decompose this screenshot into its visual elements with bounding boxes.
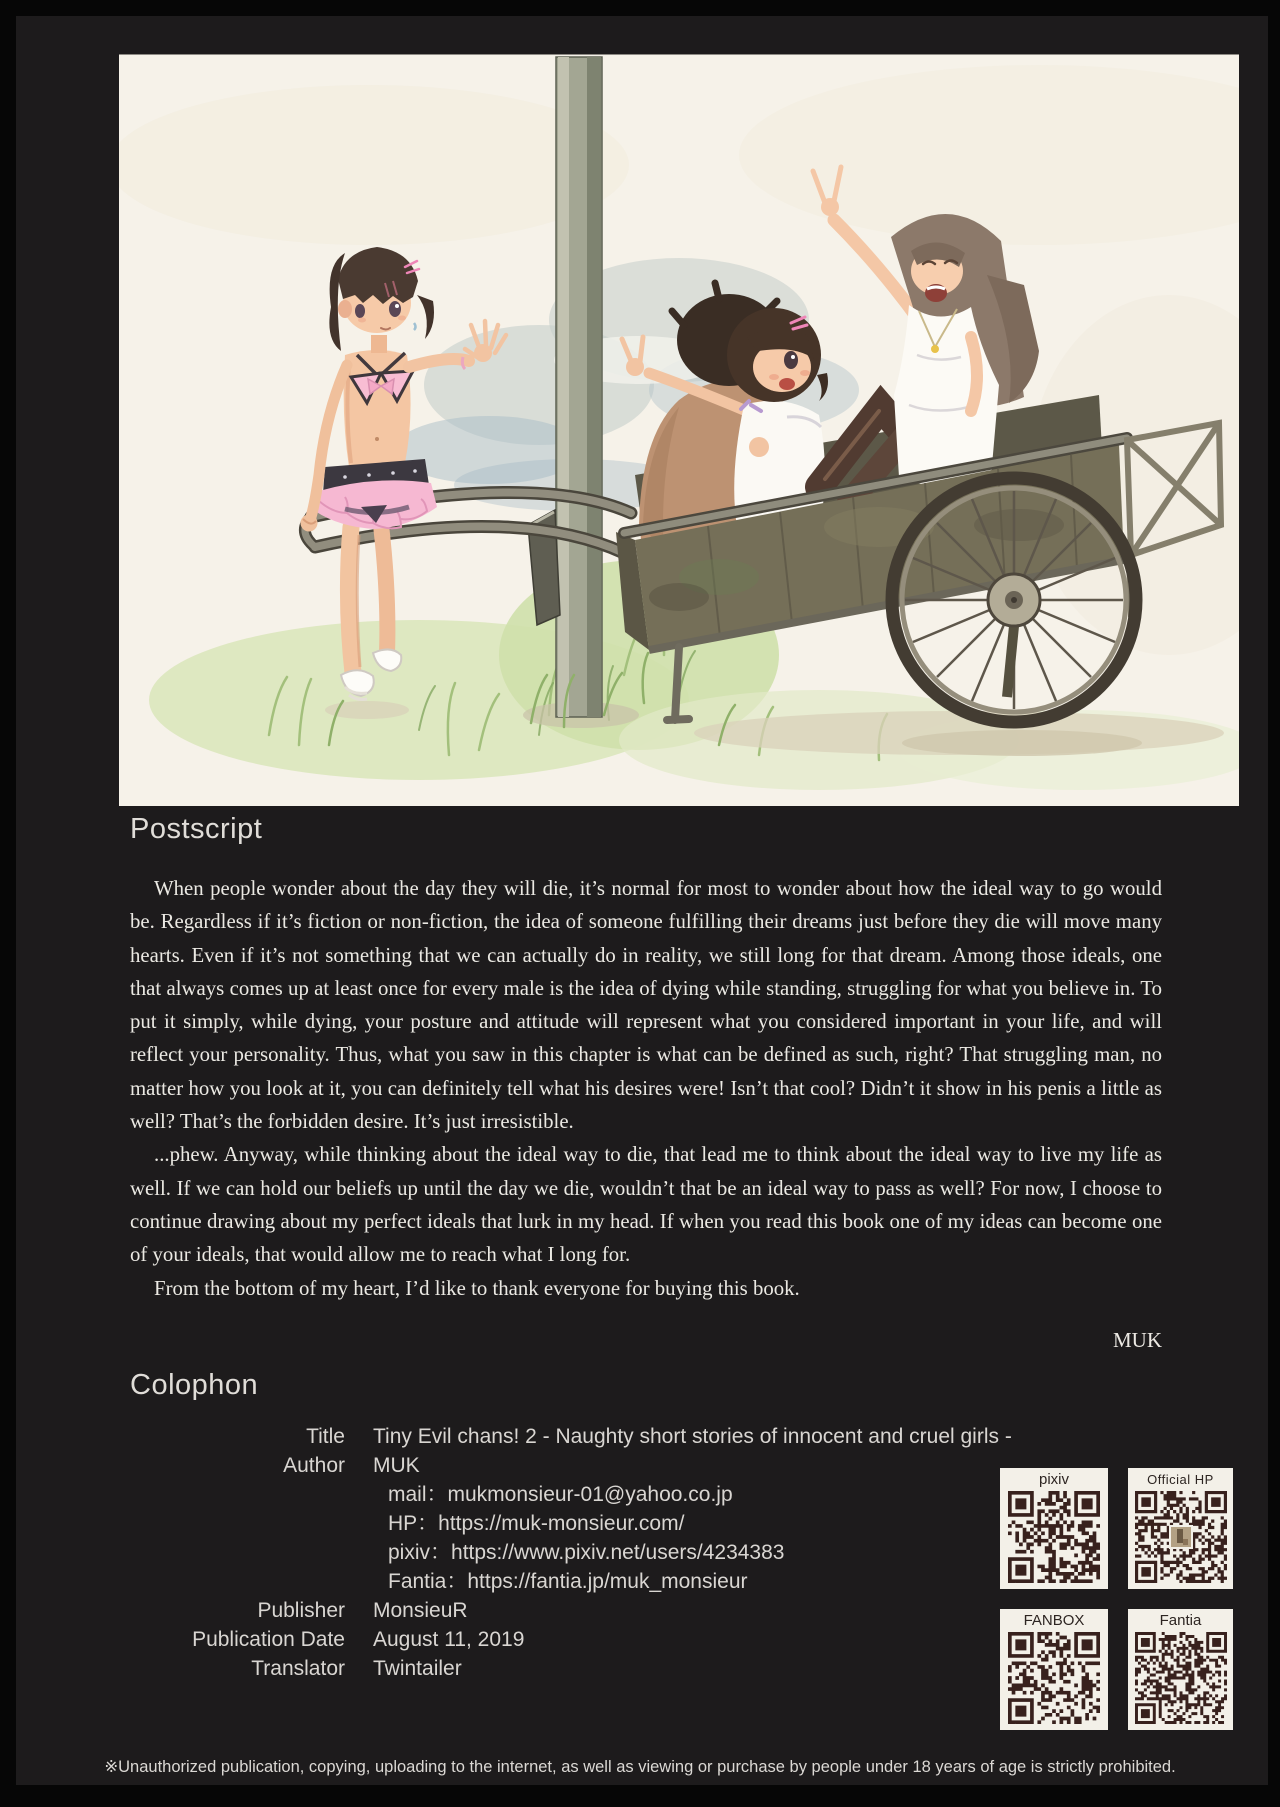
author-homepage: HP：https://muk-monsieur.com/ — [388, 1512, 685, 1535]
illustration-panel — [119, 54, 1239, 806]
postscript-body — [130, 872, 1162, 1305]
qr-label: pixiv — [1038, 1471, 1069, 1488]
author-signature: MUK — [1112, 1328, 1162, 1352]
colophon-row-translator — [130, 1654, 1010, 1683]
author-fantia: Fantia：https://fantia.jp/muk_monsieur — [388, 1570, 748, 1593]
colophon-value: MUK — [373, 1454, 420, 1477]
colophon-row-title — [130, 1422, 1010, 1451]
postscript-paragraph: When people wonder about the day they will die, it’s normal for most to wonder about how the ideal way to go would be. Regardless if it’s fiction or non-fiction, the idea of someone fulfilling their dreams just before they die will move many hearts. Even if it’s not something that we can actually do in reality, we still long for that dream. Among those ideals, one that always comes up at least once for every male is the idea of dying while standing, struggling for what you believe in. To put it simply, while dying, your posture and attitude will represent what you considered important in your life, and will reflect your personality. Thus, what you saw in this chapter is what can be defined as such, right? That struggling man, no matter how you look at it, you can definitely tell what his desires were! Isn’t that cool? Didn’t it show in his penis a little as well? That’s the forbidden desire. It’s just irresistible. — [130, 877, 1162, 1134]
fanbox-qr-code — [1000, 1609, 1108, 1730]
qr-label: FANBOX — [1023, 1612, 1085, 1629]
colophon-value: Twintailer — [373, 1657, 462, 1680]
colophon-table — [130, 1422, 1010, 1683]
official-hp-qr-code — [1128, 1468, 1233, 1589]
colophon-label: Publisher — [257, 1599, 345, 1622]
qr-codes — [1000, 1468, 1233, 1730]
colophon-value: August 11, 2019 — [373, 1628, 525, 1651]
postscript-paragraph: ...phew. Anyway, while thinking about the ideal way to die, that lead me to think about the ideal way to live my life as well. If we can hold our beliefs up until the day we die, wouldn’t that be an ideal way to pass as well? For now, I choose to continue drawing about my perfect ideals that lurk in my head. If when you read this book one of my ideas can become one of your ideals, that would allow me to reach what I long for. — [130, 1143, 1162, 1267]
colophon-heading: Colophon — [130, 1369, 259, 1401]
qr-pattern-icon — [1008, 1632, 1100, 1724]
author-pixiv: pixiv：https://www.pixiv.net/users/4234383 — [388, 1541, 785, 1564]
colophon-label: Author — [283, 1454, 345, 1477]
colophon-label: Title — [306, 1425, 345, 1448]
colophon-row-fantia — [130, 1567, 1010, 1596]
colophon-value: MonsieuR — [373, 1599, 468, 1622]
fantia-qr-code — [1128, 1609, 1233, 1730]
colophon-row-mail — [130, 1480, 1010, 1509]
pixiv-qr-code — [1000, 1468, 1108, 1589]
colophon-row-pixiv — [130, 1538, 1010, 1567]
colophon-value: Tiny Evil chans! 2 - Naughty short stories of innocent and cruel girls - — [373, 1425, 1012, 1448]
colophon-row-publisher — [130, 1596, 1010, 1625]
postscript-paragraph: From the bottom of my heart, I’d like to thank everyone for buying this book. — [154, 1276, 800, 1300]
colophon-row-author — [130, 1451, 1010, 1480]
illustration — [119, 55, 1239, 806]
postscript-heading: Postscript — [130, 813, 263, 845]
qr-pattern-icon — [1135, 1491, 1227, 1583]
colophon-row-hp — [130, 1509, 1010, 1538]
author-mail: mail：mukmonsieur-01@yahoo.co.jp — [388, 1483, 733, 1506]
qr-label: Fantia — [1159, 1612, 1202, 1629]
age-restriction-notice: ※Unauthorized publication, copying, uploading to the internet, as well as viewing or purchase by people under 18 years of age is strictly prohibited. — [104, 1758, 1176, 1776]
qr-pattern-icon — [1135, 1632, 1227, 1724]
colophon-label: Translator — [251, 1657, 345, 1680]
qr-pattern-icon — [1008, 1491, 1100, 1583]
colophon-row-publication-date — [130, 1625, 1010, 1654]
colophon-label: Publication Date — [192, 1628, 345, 1651]
qr-label: Official HP — [1147, 1472, 1214, 1487]
